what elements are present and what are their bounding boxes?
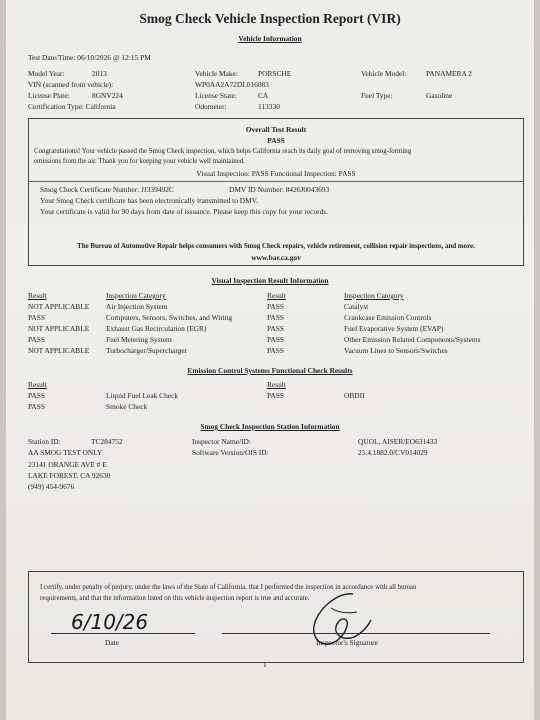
functional-result-header-right: Result [267,380,286,389]
visual-category: Fuel Metering System [106,335,172,344]
visual-category: Other Emission Related Components/Systems [344,335,481,344]
visual-result: NOT APPLICABLE [28,302,90,311]
date-label: Date [105,638,119,647]
make-value: PORSCHE [258,69,292,78]
visual-result: PASS [28,313,45,322]
model-year-label: Model Year: [28,69,65,78]
report-page [6,0,534,720]
report-title: Smog Check Vehicle Inspection Report (VIR) [139,11,401,26]
handwritten-date: 6/10/26 [71,610,149,634]
signature-line [222,633,490,634]
make-label: Vehicle Make: [195,69,238,78]
station-id-value: TC284752 [91,437,123,446]
station-phone: (949) 454-9676 [28,482,75,491]
visual-category-header-left: Inspection Category [106,291,166,300]
signature-label: Inspector's Signature [316,638,378,647]
visual-result: PASS [267,302,284,311]
functional-category: Liquid Fuel Leak Check [106,391,179,400]
visual-result: PASS [267,335,284,344]
overall-result: PASS [267,136,285,145]
functional-category: Smoke Check [106,402,148,411]
date-line [51,633,195,634]
plate-label: License Plate: [28,91,70,100]
bar-website: www.bar.ca.gov [251,253,301,262]
plate-value: 8GNV224 [92,91,123,100]
vin-label: VIN (scanned from vehicle): [28,80,114,89]
station-info-heading: Smog Check Inspection Station Information [200,422,340,431]
visual-category: Air Injection System [106,302,168,311]
visual-category: Crankcase Emission Controls [344,313,432,322]
inspector-label: Inspector Name/ID: [192,437,251,446]
functional-result: PASS [267,391,284,400]
state-value: CA [258,91,269,100]
functional-category: OBDII [344,391,365,400]
station-id-label: Station ID: [28,437,61,446]
software-label: Software Version/OIS ID: [192,448,269,457]
cert-type: Certification Type: California [28,102,116,111]
certification-box [28,571,524,663]
validity-note: Your certificate is valid for 90 days from date of issuance. Please keep this copy for your records. [40,207,329,216]
visual-functional-summary: Visual Inspection: PASS Functional Inspection: PASS [196,169,356,178]
visual-category: Vacuum Lines to Sensors/Switches [344,346,448,355]
visual-result: PASS [267,346,284,355]
overall-result-box [28,118,524,266]
station-address-2: LAKE FOREST, CA 92630 [28,471,111,480]
box-divider [29,181,523,182]
software-value: 25.4.1882.0/CV014029 [358,448,428,457]
visual-category: Computers, Sensors, Switches, and Wiring [106,313,233,322]
overall-message-2: emissions from the air. Thank you for keeping your vehicle well maintained. [34,158,245,165]
visual-category: Fuel Evaporative System (EVAP) [344,324,444,333]
overall-message-1: Congratulations! Your vehicle passed the Smog Check inspection, which helps California reach its daily goal of removing smog-forming [34,148,412,155]
visual-result: NOT APPLICABLE [28,346,90,355]
test-datetime: Test Date/Time: 06/10/2026 @ 12:15 PM [28,53,151,62]
functional-result: PASS [28,402,45,411]
model-label: Vehicle Model: [361,69,407,78]
dmv-id-number: DMV ID Number: 8426J0043693 [229,185,330,194]
station-name: AA SMOG TEST ONLY [28,448,103,457]
visual-category-header-right: Inspection Category [344,291,404,300]
transmitted-note: Your Smog Check certificate has been electronically transmitted to DMV. [40,196,258,205]
state-label: License State: [195,91,237,100]
visual-result-header-left: Result [28,291,47,300]
odometer-value: 113330 [258,102,280,111]
visual-result-header-right: Result [267,291,286,300]
visual-result: NOT APPLICABLE [28,324,90,333]
page-number: 1 [263,660,267,669]
visual-category: Turbocharger/Supercharger [106,346,188,355]
certificate-number: Smog Check Certificate Number: JJ339492C [40,185,174,194]
visual-category: Exhaust Gas Recirculation (EGR) [106,324,207,333]
visual-category: Catalyst [344,302,369,311]
functional-check-heading: Emission Control Systems Functional Check Results [187,366,353,375]
visual-result: PASS [28,335,45,344]
vehicle-info-heading: Vehicle Information [238,34,302,43]
overall-heading: Overall Test Result [245,125,307,134]
bar-notice: The Bureau of Automotive Repair helps consumers with Smog Check repairs, vehicle retirement, collision repair inspections, and more. [77,243,475,250]
inspector-value: QUOL, AISER/EO631433 [358,437,438,446]
vin-value: WP0AA2A72DL016083 [195,80,269,89]
visual-result: PASS [267,313,284,322]
functional-result: PASS [28,391,45,400]
odometer-label: Odometer: [195,102,227,111]
fuel-value: Gasoline [426,91,453,100]
visual-result: PASS [267,324,284,333]
model-value: PANAMERA 2 [426,69,472,78]
visual-inspection-heading: Visual Inspection Result Information [211,276,329,285]
certification-statement-1: I certify, under penalty of perjury, under the laws of the State of California, that I performed the inspection in accordance with all bureau [40,584,417,591]
fuel-label: Fuel Type: [361,91,393,100]
station-address-1: 23141 ORANGE AVE # E [28,460,107,469]
functional-result-header-left: Result [28,380,47,389]
certification-statement-2: requirements, and that the information listed on this vehicle inspection report is true and accurate. [40,595,310,602]
model-year-value: 2013 [92,69,107,78]
